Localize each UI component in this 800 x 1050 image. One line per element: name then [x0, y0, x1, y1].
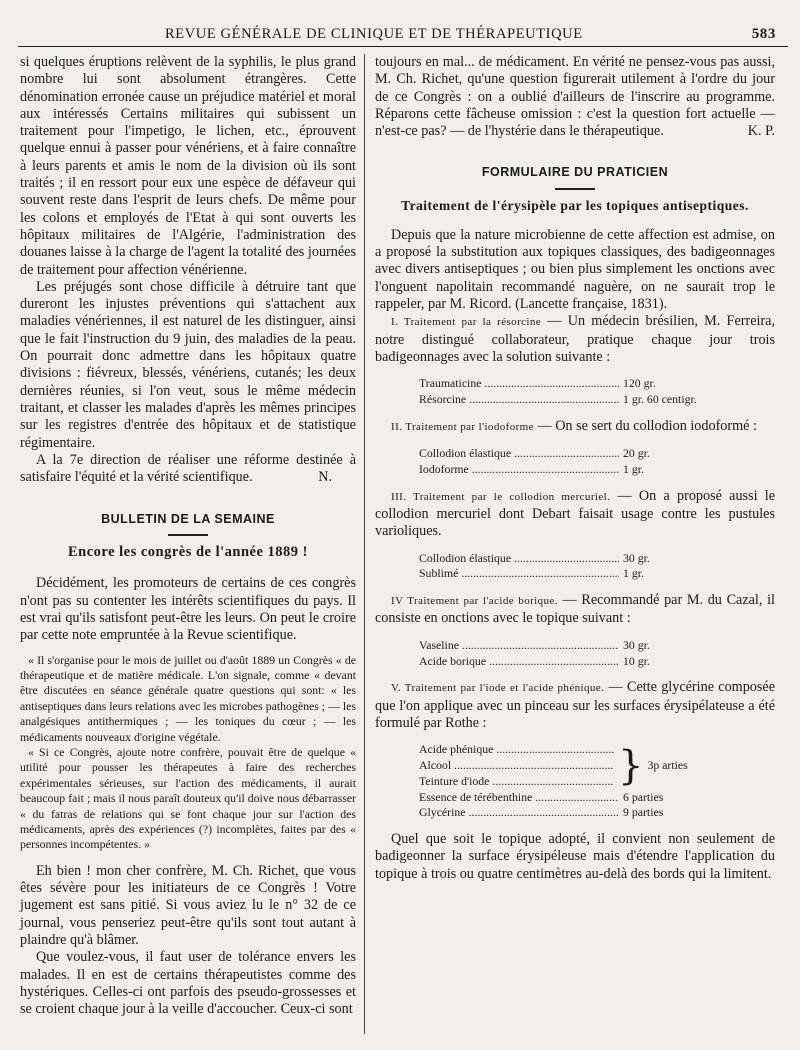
ingredient-name: Sublimé ..... — [419, 566, 619, 582]
recipe — [419, 376, 775, 408]
paragraph: Depuis que la nature microbienne de cette affection est admise, on a proposé la substitution aux topiques classiques, des badigeonnages avec divers antiseptiques ; ou bien plus simplement les onctions avec l'onguent napolitain recommandé naguère, on ne saurait trop le rappeler, par M. Ricord. (Lancette française, 1831). — [375, 226, 775, 312]
treatment-label: V. Traitement par l'iode et l'acide phénique. — [391, 682, 605, 695]
ingredient-quantity: 10 gr. — [623, 653, 650, 668]
recipe-line — [419, 551, 775, 567]
recipe-group — [419, 742, 775, 789]
ingredient-quantity: 1 gr. 60 centigr. — [623, 391, 697, 406]
recipe-line — [419, 392, 775, 408]
recipe — [419, 551, 775, 583]
ingredient-name: Essence de térébenthine ..... — [419, 790, 619, 806]
ingredient-name: Teinture d'iode ..... — [419, 774, 614, 790]
treatment-paragraph — [375, 313, 775, 366]
ingredient-name: Iodoforme ..... — [419, 462, 619, 478]
recipe-group-qty: 3p arties — [647, 758, 688, 772]
treatment-paragraph — [375, 679, 775, 732]
treatment-paragraph — [375, 488, 775, 541]
paragraph: Quel que soit le topique adopté, il convient non seulement de badigeonner la surface érysipéleuse mais d'étendre l'application du topique à trois ou quatre centimètres au-delà des bords qui la limitent. — [375, 831, 775, 882]
paragraph — [375, 54, 775, 140]
ingredient-quantity: 9 parties — [623, 805, 664, 820]
recipe — [419, 742, 775, 821]
recipe-line — [419, 638, 775, 654]
ingredient-name: Résorcine ..... — [419, 392, 619, 408]
header-rule — [18, 46, 788, 47]
recipe-group-names — [419, 742, 614, 789]
ingredient-name: Vaseline ..... — [419, 638, 619, 654]
running-header — [0, 22, 800, 46]
recipe-lines — [419, 790, 775, 822]
section-title-bulletin: BULLETIN DE LA SEMAINE — [101, 511, 275, 526]
signature: K. P. — [747, 123, 775, 140]
recipe-line — [419, 654, 775, 670]
left-column — [20, 54, 356, 1018]
ingredient-quantity: 20 gr. — [623, 446, 650, 461]
treatment-label: I. Traitement par la résorcine — [391, 316, 542, 329]
paragraph: Les préjugés sont chose difficile à détruire tant que dureront les injustes préventions qui s'attachent aux maladies vénériennes, il est naturel de les distinguer, ainsi que le fait l'instruction du 9 juin, des maladies de la peau. On pourrait donc admettre dans les hôpitaux quatre divisions : fiévreux, blessés, vénériens, cutanés; les deux dernières réunies, si l'on veut, sous le même médecin traitant, et classer les malades d'après les mêmes principes sur les registres d'entrée des hôpitaux et de statistique régimentaire. — [20, 278, 356, 451]
treatment-text: — Un médecin brésilien, M. Ferreira, notre distingué collaborateur, pratique chaque jour trois badigeonnages avec la solution suivante : — [375, 313, 776, 365]
treatment-text: — On a proposé aussi le collodion mercuriel dont Debart faisait usage contre les pustules varioliques. — [375, 487, 775, 540]
paragraph-text: toujours en mal... de médicament. En vérité ne pensez-vous pas aussi, M. Ch. Richet, qu'une question figurerait utilement à l'ordre du jour de ce Congrès : on a oublié d'ailleurs de l'inscrire au programme. Réparons cette fâcheuse omission : c'est la question fort actuelle — n'est-ce pas? — de l'hystérie dans le thérapeutique. — [375, 54, 775, 140]
brace: } — [618, 742, 644, 789]
ingredient-name: Collodion élastique ..... — [419, 446, 619, 462]
page-number: 583 — [751, 26, 776, 42]
recipe-line — [419, 566, 775, 582]
ingredient-quantity: 30 gr. — [623, 637, 650, 652]
recipe-line — [419, 805, 775, 821]
ingredient-quantity: 120 gr. — [623, 376, 656, 391]
ingredient-quantity: 1 gr. — [623, 566, 644, 581]
treatment-text: — On se sert du collodion iodoformé : — [537, 417, 757, 434]
recipe — [419, 446, 775, 478]
treatment-text: — Recommandé par M. du Cazal, il consiste en onctions avec le topique suivant : — [375, 592, 775, 627]
treatment-text: — Cette glycérine composée que l'on applique avec un pinceau sur les surfaces érysipélateuse a été formulé par Rothe : — [375, 679, 776, 731]
recipe-line — [419, 376, 775, 392]
ingredient-quantity: 1 gr. — [623, 461, 644, 476]
recipe — [419, 638, 775, 670]
quote-paragraph: « Si ce Congrès, ajoute notre confrère, pouvait être de quelque « utilité pour pousser les thérapeutes à faire des recherches expérimentales sérieuses, sur l'action des médicaments, il aurait beaucoup fait ; mais il nous paraît douteux qu'il doive nous débarrasser « du fatras de relations qui se font chaque jour sur l'action des médicaments, après des expériences (?) incomplètes, faites par des « personnes incompétentes. » — [20, 744, 356, 852]
paragraph: Eh bien ! mon cher confrère, M. Ch. Richet, que vous êtes sévère pour les initiateurs de ce Congrès ! Votre jugement est sans pitié. Si vous aviez lu le n° 32 de ce journal, vous penseriez peut-être qu'ils sont tout autant à plaindre qu'à blâmer. — [20, 862, 356, 948]
section-rule — [168, 534, 208, 536]
quotation — [20, 653, 356, 853]
section-subtitle: Encore les congrès de l'année 1889 ! — [67, 544, 309, 561]
ingredient-name: Acide phénique ..... — [419, 742, 614, 758]
treatment-label: II. Traitement par l'iodoforme — [391, 420, 534, 433]
quote-paragraph: « Il s'organise pour le mois de juillet ou d'août 1889 un Congrès « de thérapeutique et de matière médicale. L'on signale, comme « devant être discutées en séance générale quatre questions qui sont: « les antiseptiques dans leurs relations avec les microbes pathogènes ; — les analgésiques antithermiques ; — les toniques du cœur ; — les médicaments nouveaux d'origine végétale. — [20, 652, 356, 744]
paragraph: si quelques éruptions relèvent de la syphilis, le plus grand nombre lui sont absolument étrangères. Cette dénomination erronée cause un préjudice matériel et moral aux intéressés Certains militaires qui subissent un traitement pour l'impetigo, le lichen, etc., éprouvent quelque ennui à passer pour vénériens, et à faire connaître à leurs parents et amis le nom de la division où ils sont traités ; il en ressort pour eux une espèce de défaveur qui souvent reste dans l'esprit de leurs chefs. De même pour les colons et employés de l'Etat à qui sont ouverts les hôpitaux militaires de l'Algérie, l'administration des douanes laisse à la charge de l'agent la totalité des journées de traitement pour affection vénérienne. — [20, 54, 356, 278]
ingredient-name: Acide borique ..... — [419, 654, 619, 670]
column-divider — [364, 54, 365, 1034]
treatment-paragraph — [375, 592, 775, 628]
ingredient-name: Alcool ..... — [419, 758, 614, 774]
right-column — [375, 54, 775, 883]
ingredient-name: Glycérine ..... — [419, 805, 619, 821]
recipe-line — [419, 446, 775, 462]
ingredient-quantity: 6 parties — [623, 789, 664, 804]
treatment-label: III. Traitement par le collodion mercuriel. — [391, 490, 611, 503]
ingredient-quantity: 30 gr. — [623, 550, 650, 565]
signature: N. — [318, 469, 332, 486]
section-title-formulaire: FORMULAIRE DU PRATICIEN — [481, 165, 669, 180]
ingredient-name: Collodion élastique ..... — [419, 551, 619, 567]
paragraph: Décidément, les promoteurs de certains de ces congrès n'ont pas su contenter les intérêts scientifiques du pays. Il est vrai qu'ils satisfont peut-être les leurs. On peut le croire par cette note empruntée à la Revue scientifique. — [20, 575, 356, 644]
recipe-line — [419, 790, 775, 806]
section-subtitle: Traitement de l'érysipèle par les topiques antiseptiques. — [401, 197, 749, 213]
paragraph: Que voulez-vous, il faut user de tolérance envers les malades. Il en est de certains thérapeutistes comme des hystériques. Celles-ci ont parfois des pseudo-grossesses et se croient chaque jour à la veille d'accoucher. Ceux-ci sont — [20, 949, 356, 1018]
paragraph — [20, 452, 356, 487]
section-rule — [555, 188, 595, 190]
ingredient-name: Traumaticine ..... — [419, 376, 619, 392]
journal-title: REVUE GÉNÉRALE DE CLINIQUE ET DE THÉRAPEUTIQUE — [165, 26, 583, 42]
treatment-paragraph — [375, 418, 775, 436]
recipe-line — [419, 462, 775, 478]
paragraph-text: A la 7e direction de réaliser une réforme destinée à satisfaire l'équité et la vérité scientifique. — [20, 451, 356, 486]
treatment-label: IV Traitement par l'acide borique. — [391, 595, 558, 608]
